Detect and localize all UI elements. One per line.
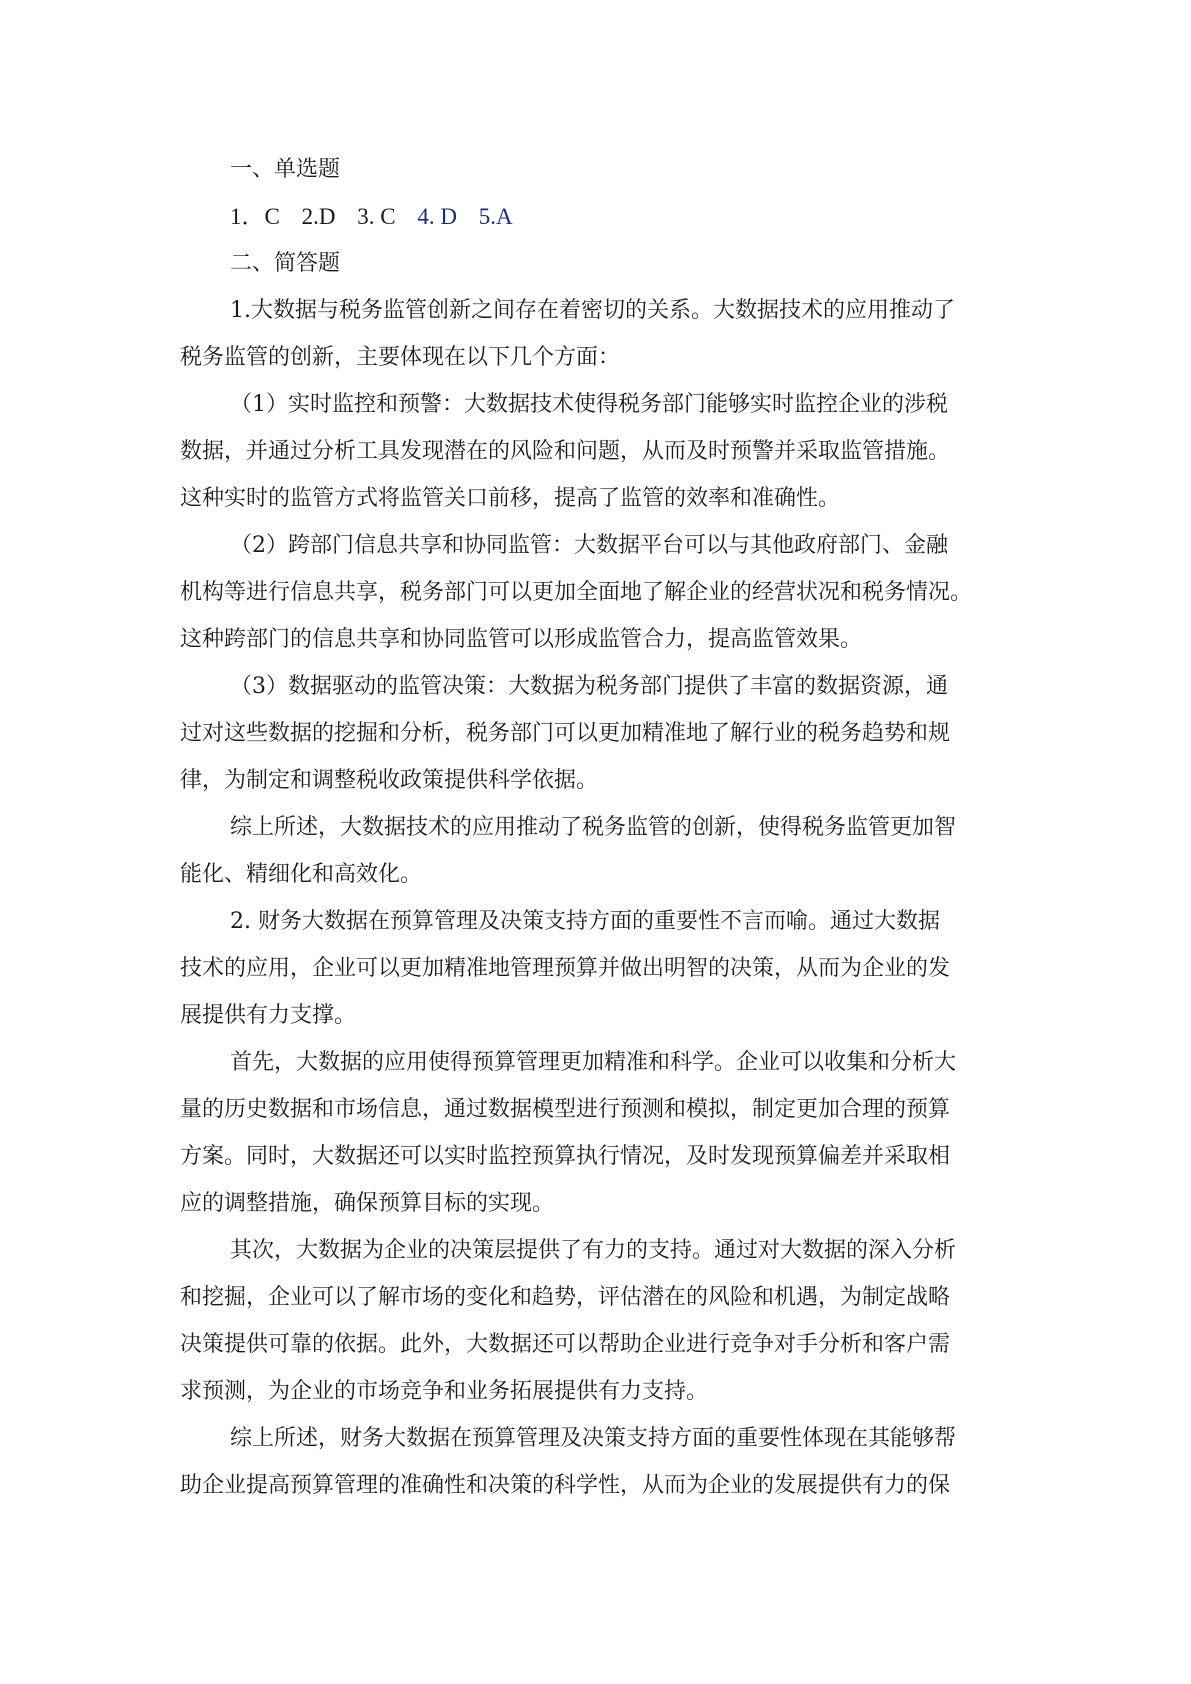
text-line: 综上所述，财务大数据在预算管理及决策支持方面的重要性体现在其能够帮 bbox=[230, 1426, 957, 1451]
text-line: 综上所述，大数据技术的应用推动了税务监管的创新，使得税务监管更加智 bbox=[230, 815, 957, 840]
answer-3: 3. C bbox=[357, 204, 396, 229]
section-heading-short-answer: 二、简答题 bbox=[230, 251, 341, 276]
text-line: 助企业提高预算管理的准确性和决策的科学性，从而为企业的发展提供有力的保 bbox=[180, 1473, 951, 1498]
answer-5: 5.A bbox=[478, 204, 513, 229]
section-heading-single-choice: 一、单选题 bbox=[230, 157, 341, 182]
text-line: 2. 财务大数据在预算管理及决策支持方面的重要性不言而喻。通过大数据 bbox=[230, 909, 940, 934]
document-body bbox=[180, 146, 1011, 1509]
text-line: 量的历史数据和市场信息，通过数据模型进行预测和模拟，制定更加合理的预算 bbox=[180, 1097, 951, 1122]
text-line: 决策提供可靠的依据。此外，大数据还可以帮助企业进行竞争对手分析和客户需 bbox=[180, 1332, 951, 1357]
answer-key-row bbox=[180, 193, 1011, 240]
text-line: （3）数据驱动的监管决策：大数据为税务部门提供了丰富的数据资源，通 bbox=[230, 674, 948, 699]
text-line: （1）实时监控和预警：大数据技术使得税务部门能够实时监控企业的涉税 bbox=[230, 392, 948, 417]
text-line: 这种实时的监管方式将监管关口前移，提高了监管的效率和准确性。 bbox=[180, 486, 841, 511]
text-line: 税务监管的创新，主要体现在以下几个方面： bbox=[180, 345, 621, 370]
text-line: 这种跨部门的信息共享和协同监管可以形成监管合力，提高监管效果。 bbox=[180, 627, 863, 652]
answer-text bbox=[180, 287, 1011, 1509]
text-line: 展提供有力支撑。 bbox=[180, 1003, 357, 1028]
text-line: 能化、精细化和高效化。 bbox=[180, 862, 423, 887]
answer-2: 2.D bbox=[301, 204, 336, 229]
answer-1: 1．C bbox=[230, 204, 280, 229]
text-line: 技术的应用，企业可以更加精准地管理预算并做出明智的决策，从而为企业的发 bbox=[180, 956, 951, 981]
text-line: 求预测，为企业的市场竞争和业务拓展提供有力支持。 bbox=[180, 1379, 709, 1404]
text-line: 数据，并通过分析工具发现潜在的风险和问题，从而及时预警并采取监管措施。 bbox=[180, 439, 951, 464]
text-line: 律，为制定和调整税收政策提供科学依据。 bbox=[180, 768, 599, 793]
text-line: 过对这些数据的挖掘和分析，税务部门可以更加精准地了解行业的税务趋势和规 bbox=[180, 721, 951, 746]
text-line: 应的调整措施，确保预算目标的实现。 bbox=[180, 1191, 555, 1216]
text-line: 方案。同时，大数据还可以实时监控预算执行情况，及时发现预算偏差并采取相 bbox=[180, 1144, 951, 1169]
text-line: 和挖掘，企业可以了解市场的变化和趋势，评估潜在的风险和机遇，为制定战略 bbox=[180, 1285, 951, 1310]
text-line: 其次，大数据为企业的决策层提供了有力的支持。通过对大数据的深入分析 bbox=[230, 1238, 957, 1263]
text-line: 首先，大数据的应用使得预算管理更加精准和科学。企业可以收集和分析大 bbox=[230, 1050, 957, 1075]
text-line: （2）跨部门信息共享和协同监管：大数据平台可以与其他政府部门、金融 bbox=[230, 533, 948, 558]
text-line: 1.大数据与税务监管创新之间存在着密切的关系。大数据技术的应用推动了 bbox=[230, 298, 955, 323]
text-line: 机构等进行信息共享，税务部门可以更加全面地了解企业的经营状况和税务情况。 bbox=[180, 580, 973, 605]
answer-4: 4. D bbox=[417, 204, 457, 229]
